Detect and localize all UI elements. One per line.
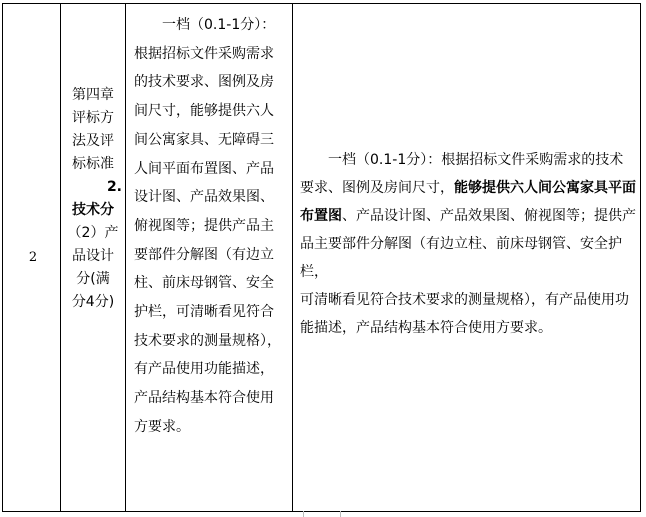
- section-number: 2.: [106, 179, 122, 195]
- revised-line: 可清晰看见符合技术要求的测量规格），有产品使用功: [300, 292, 629, 308]
- section-title: 技术分: [72, 202, 114, 218]
- chapter-text: 分(满: [76, 271, 110, 287]
- table-bottom-border: [2, 511, 640, 512]
- requirement-line: 护栏，可清晰看见符合: [134, 304, 274, 321]
- lower-cell-divider: [303, 511, 304, 517]
- row-number: 2: [28, 250, 38, 265]
- revised-text: 、产品设计图、产品效果图、俯视图等；提供产: [342, 208, 636, 224]
- chapter-text: 法及评: [72, 133, 114, 149]
- chapter-text: 品设计: [72, 248, 114, 264]
- chapter-text: （2）产: [67, 225, 119, 241]
- column-divider-3: [292, 3, 293, 512]
- chapter-reference-cell: [62, 84, 124, 314]
- requirement-line: 俯视图等；提供产品主: [134, 217, 274, 234]
- revised-bold-text: 能够提供六人间公寓家具平面: [454, 180, 636, 196]
- requirement-line: 方要求。: [134, 418, 190, 435]
- requirement-line: 设计图、产品效果图、: [134, 189, 274, 206]
- chapter-text: 标标准: [72, 156, 114, 172]
- table-top-border: [2, 3, 640, 4]
- requirement-line: 要部件分解图（有边立: [134, 246, 274, 263]
- revised-line: 能描述，产品结构基本符合使用方要求。: [300, 320, 552, 336]
- lower-cell-divider: [340, 511, 341, 517]
- requirement-line: 人间平面布置图、产品: [134, 160, 274, 177]
- column-divider-2: [125, 3, 126, 512]
- column-divider-1: [60, 3, 61, 512]
- revised-requirement-cell: [300, 146, 636, 342]
- revised-line: 品主要部件分解图（有边立柱、前床母钢管、安全护栏，: [300, 236, 622, 280]
- original-requirement-cell: [134, 11, 284, 442]
- table-right-border: [640, 3, 641, 512]
- revised-bold-text: 布置图: [300, 208, 342, 224]
- requirement-line: 根据招标文件采购需求: [134, 45, 274, 62]
- revised-text: 要求、图例及房间尺寸，: [300, 180, 454, 196]
- requirement-line: 间尺寸，能够提供六人: [134, 103, 274, 120]
- chapter-text: 分4分): [71, 294, 115, 310]
- chapter-text: 第四章: [72, 87, 114, 103]
- requirement-line: 间公寓家具、无障碍三: [134, 131, 274, 148]
- chapter-text: 评标方: [72, 110, 114, 126]
- revised-line: 一档（0.1-1分）：根据招标文件采购需求的技术: [328, 152, 624, 168]
- requirement-line: 的技术要求、图例及房: [134, 74, 274, 91]
- revised-line: [300, 174, 636, 202]
- requirement-line: 技术要求的测量规格），: [134, 332, 281, 349]
- requirement-line: 产品结构基本符合使用: [134, 390, 274, 407]
- table-left-border: [2, 3, 3, 512]
- requirement-line: 柱、前床母钢管、安全: [134, 275, 274, 292]
- requirement-line: 一档（0.1-1分）：: [162, 17, 276, 33]
- revised-line: [300, 202, 636, 230]
- requirement-line: 有产品使用功能描述，: [134, 361, 274, 378]
